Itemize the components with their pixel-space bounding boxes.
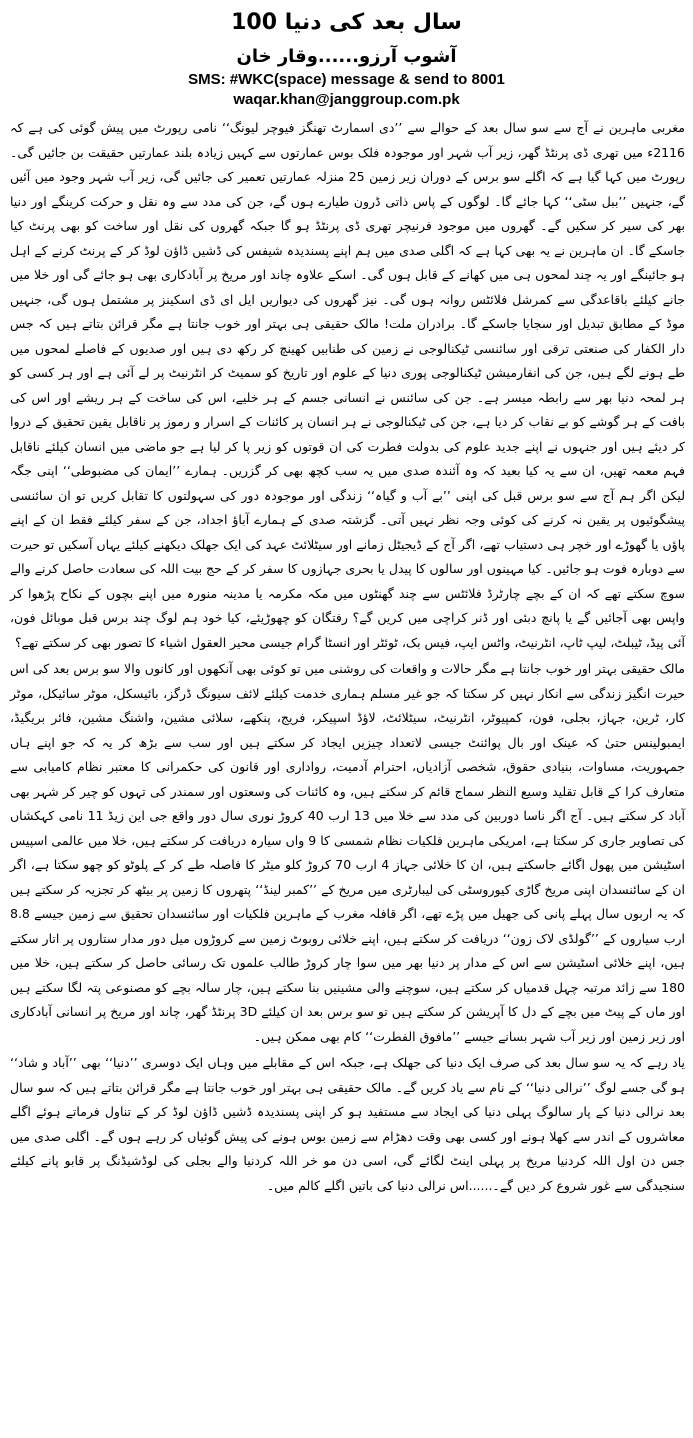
article-body	[0, 116, 693, 1198]
author-email: waqar.khan@janggroup.com.pk	[233, 91, 460, 108]
paragraph-3: یاد رہے کہ یہ سو سال بعد کی صرف ایک دنیا کی جھلک ہے، جبکہ اس کے مقابلے میں وہاں ایک دوسری ’’دنیا‘‘ بھی ’’آباد و شاد‘‘ ہو گی جسے لوگ ’’نرالی دنیا‘‘ کے نام سے یاد کریں گے۔ مالک حقیقی ہی بہتر اور خوب جانتا ہے مگر قرائن بتاتے ہیں کہ سو سال بعد نرالی دنیا کے پار سالوگ پہلی دنیا کی ایجاد سے مستفید ہو کر اپنی پسندیدہ ڈشیں ڈاؤن لوڈ کر کے تناول فرماتے ہوئے اگلے معاشروں کے اندر سے کھلا ہونے اور کسی بھی وقت دھڑام سے زمین بوس ہونے کی پیش گوئیاں کر رہے ہوں گے۔ اگلی صدی میں جس دن اول اللہ کردنیا مریخ پر پہلی اینٹ لگائے گی، اسی دن مو خر اللہ کردنیا والے بجلی کی لوڈشیڈنگ پر قابو پانے کیلئے سنجیدگی سے غور شروع کر دیں گے۔......اس نرالی دنیا کی باتیں اگلے کالم میں۔	[10, 1055, 685, 1193]
article-title: 100 سال بعد کی دنیا	[231, 10, 462, 35]
article-header	[0, 6, 693, 110]
column-byline: آشوب آرزو......وقار خان	[236, 46, 457, 67]
paragraph-1: مغربی ماہرین نے آج سے سو سال بعد کے حوالے سے ’’دی اسمارٹ تھنگز فیوچر لیونگ‘‘ نامی رپورٹ میں پیش گوئی کی ہے کہ 2116ء میں تھری ڈی پرنٹڈ گھر، زیر آب شہر اور موجودہ فلک بوس عمارتوں سے کہیں زیادہ بلند عمارتیں حقیقت بن جائیں گی۔ رپورٹ میں کہا گیا ہے کہ اگلے سو برس کے دوران زیر زمین 25 منزلہ عمارتیں تعمیر کی جائیں گی، زیر آب شہر وجود میں آئیں گے، جنہیں ’’ببل سٹی‘‘ کہا جائے گا۔ لوگوں کے پاس ذاتی ڈرون طیارے ہوں گے، جن کی مدد سے وہ نقل و حرکت کرینگے اور دنیا بھر کی سیر کر سکیں گے۔ گھروں میں موجود فرنیچر تھری ڈی پرنٹڈ ہو گا جبکہ گھروں کی نقل اور ساخت کو بھی پرنٹ کیا جاسکے گا۔ ان ماہرین نے یہ بھی کہا ہے کہ اگلی صدی میں ہم اپنے پسندیدہ شیفس کی ڈشیں ڈاؤن لوڈ کر کے پرنٹ کرنے کے اہل ہو جائینگے اور یہ چند لمحوں ہی میں کھانے کے قابل ہوں گی۔ اسکے علاوہ چاند اور مریخ پر آبادکاری بھی ہو جائے گی اور خلا میں جانے کیلئے باقاعدگی سے کمرشل فلائٹس روانہ ہوں گی۔ نیز گھروں کی دیواریں ایل ای ڈی اسکینز پر مشتمل ہوں گی، جنہیں موڈ کے مطابق تبدیل اور سجایا جاسکے گا۔ برادران ملت! مالک حقیقی ہی بہتر اور خوب جانتا ہے مگر قرائن بتاتے ہیں کہ جس دار الکفار کی صنعتی ترقی اور سائنسی ٹیکنالوجی نے زمین کی طنابیں کھینچ کر رکھ دی ہیں اور صدیوں کے فاصلے لمحوں میں طے ہونے لگے ہیں، جن کی انفارمیشن ٹیکنالوجی پوری دنیا کے علوم اور تاریخ کو سمیٹ کر انٹرنیٹ پر لے آئی ہے اور ہر کسی کو ہر لمحہ دنیا بھر سے رابطہ میسر ہے۔ جن کی سائنس نے انسانی جسم کے ہر خلیے، اس کی ساخت کے ہر ریشے اور اس کی بافت کے ہر گوشے کو بے نقاب کر دیا ہے، جن کی ٹیکنالوجی نے ہر انسان پر کائنات کے اسرار و رموز پر ناقابل یقین تحقیق کے دروا کر دیئے ہیں اور جنہوں نے اپنے جدید علوم کی بدولت فطرت کی ان قوتوں کو زیر پا کر لیا ہے جو ماضی میں انسان کیلئے ناقابل فہم معمہ تھیں، ان سے یہ کیا بعید کہ وہ آئندہ صدی میں یہ سب کچھ بھی کر گزریں۔ ہمارے ’’ایمان کی مضبوطی‘‘ اپنی جگہ لیکن اگر ہم آج سے سو برس قبل کی اپنی ’’بے آب و گیاہ‘‘ زندگی اور موجودہ دور کی سہولتوں کا تقابل کریں تو ان سائنسی پیشگوئیوں پر یقین نہ کرنے کی کوئی وجہ نظر نہیں آتی۔ گزشتہ صدی کے ہمارے آباؤ اجداد، جن کے سفر کیلئے فقط ان کے اپنے پاؤں یا گھوڑے اور خچر ہی دستیاب تھے، اگر آج کے ڈیجیٹل زمانے اور سیٹلائٹ عہد کی ایک جھلک دیکھنے کیلئے یہاں آسکیں تو حیرت سے دوبارہ فوت ہو جائیں۔ کیا مہینوں اور سالوں کا پیدل یا بحری جہازوں کا سفر کر کے حج بیت اللہ کی سعادت حاصل کرنے والے سوچ سکتے تھے کہ ان کے بچے چارٹرڈ فلائٹس سے چند گھنٹوں میں مکہ مکرمہ یا مدینہ منورہ میں اپنے بچوں کے نکاح پڑھوا کر واپس بھی آجائیں گے یا پانچ دبئی اور ڈنر کراچی میں کریں گے؟ رفتگان کو چھوڑیئے، کیا خود ہم لوگ چند برس قبل موبائل فون، آئی پیڈ، ٹیبلٹ، لیپ ٹاپ، انٹرنیٹ، واٹس ایپ، فیس بک، ٹوئٹر اور انسٹا گرام جیسی محیر العقول اشیاء کا تصور بھی کر سکتے تھے؟	[10, 120, 686, 650]
paragraph-2: مالک حقیقی بہتر اور خوب جانتا ہے مگر حالات و واقعات کی روشنی میں تو کوئی بھی آنکھوں اور کانوں والا سو برس بعد کی اس حیرت انگیز زندگی سے انکار نہیں کر سکتا کہ جو غیر مسلم ہماری خدمت کیلئے لائف سیونگ ڈرگز، بائیسکل، موٹر سائیکل، موٹر کار، ٹرین، جہاز، بجلی، فون، کمپیوٹر، انٹرنیٹ، سیٹلائٹ، لاؤڈ اسپیکر، فریج، پنکھے، سلائی مشین، واشنگ مشین، فائر بریگیڈ، ایمبولینس حتیٰ کہ عینک اور بال پوائنٹ جیسی لاتعداد چیزیں ایجاد کر سکتے ہیں اور سب سے بڑھ کر یہ کہ جو اپنے ہاں جمہوریت، مساوات، بنیادی حقوق، شخصی آزادیاں، احترام آدمیت، رواداری اور قانون کی حکمرانی کا معتبر نظام کامیابی سے متعارف کرا کے قابل تقلید وسیع النظر سماج قائم کر سکتے ہیں، وہ کائنات کی وسعتوں اور سمندر کی تہوں کو چیر کر شہر بھی آباد کر سکتے ہیں۔ آج اگر ناسا دوربین کی مدد سے خلا میں 13 ارب 40 کروڑ نوری سال دور واقع جی این زیڈ 11 نامی کہکشاں کی تصاویر جاری کر سکتا ہے، امریکی ماہرین فلکیات نظام شمسی کا 9 واں سیارہ دریافت کر سکتے ہیں، خلا میں عالمی اسپیس اسٹیشن میں پھول اگائے جاسکتے ہیں، ان کا خلائی جہاز 4 ارب 70 کروڑ کلو میٹر کا فاصلہ طے کر کے پلوٹو کو چھو سکتا ہے، اگر ان کے سائنسدان اپنی مریخ گاڑی کیوروسٹی کی لیبارٹری میں مریخ کے ’’کمبر لینڈ‘‘ پتھروں کا زمین پر بیٹھ کر تجزیہ کر سکتے ہیں کہ یہ اربوں سال پہلے پانی کی جھیل میں پڑے تھے، اگر قافلہ مغرب کے ماہرین فلکیات اور سائنسدان تحقیق سے زمین جیسے 8.8 ارب سیاروں کے ’’گولڈی لاک زون‘‘ دریافت کر سکتے ہیں، اپنے خلائی روبوٹ زمین سے کروڑوں میل دور مدار ستاروں پر اتار سکتے ہیں، اپنے خلائی اسٹیشن سے اس کے مدار پر دنیا بھر میں سوا چار کروڑ طالب علموں تک رسائی حاصل کر سکتے ہیں، خلا میں 180 سے زائد مرتبہ چہل قدمیاں کر سکتے ہیں، سوچنے والی مشینیں بنا سکتے ہیں، چار سالہ بچے کو مصنوعی پتہ لگا سکتے ہیں اور ماں کے پیٹ میں بچے کے دل کا آپریشن کر سکتے ہیں تو سو برس بعد ان کیلئے 3D پرنٹڈ گھر، چاند اور مریخ پر انسانی آبادکاری اور زیر زمین اور زیر آب شہر بسانے جیسے ’’مافوق الفطرت‘‘ کام بھی ممکن ہیں۔	[10, 661, 686, 1044]
sms-info: SMS: #WKC(space) message & send to 8001	[188, 71, 505, 88]
